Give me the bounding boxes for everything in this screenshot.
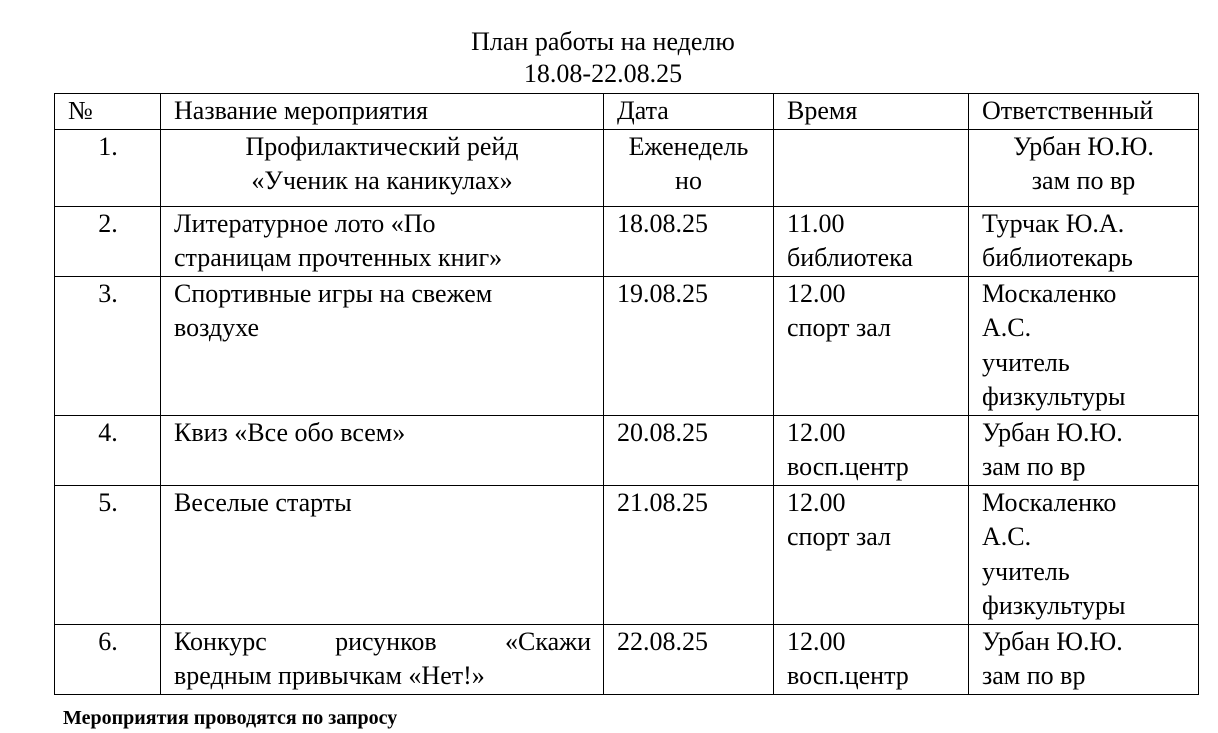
- responsible-line: А.С.: [982, 522, 1032, 551]
- time-cell: [774, 415, 969, 485]
- time-cell: [774, 624, 969, 694]
- responsible-line: физкультуры: [982, 382, 1126, 411]
- responsible-line: Турчак Ю.А.: [982, 208, 1125, 238]
- event-name-cell: [161, 485, 604, 624]
- date-line: 20.08.25: [617, 417, 708, 447]
- responsible-line: физкультуры: [982, 591, 1126, 620]
- responsible-cell: [969, 129, 1199, 206]
- responsible-cell: [969, 624, 1199, 694]
- row-number: 1.: [55, 129, 161, 206]
- date-line: 18.08.25: [617, 208, 708, 238]
- responsible-line: библиотекарь: [982, 243, 1133, 272]
- date-cell: [604, 276, 774, 415]
- date-cell: [604, 624, 774, 694]
- date-cell: [604, 415, 774, 485]
- responsible-line: Урбан Ю.Ю.: [1013, 131, 1154, 161]
- responsible-line: учитель: [982, 347, 1070, 377]
- date-line: 22.08.25: [617, 626, 708, 656]
- time-line: 12.00: [787, 626, 846, 656]
- row-number: 3.: [55, 276, 161, 415]
- header-time: Время: [774, 94, 969, 130]
- event-name-line: вредным привычкам «Нет!»: [174, 661, 485, 690]
- footer-note: Мероприятия проводятся по запросу: [63, 707, 398, 729]
- location-line: восп.центр: [787, 452, 909, 481]
- responsible-line: зам по вр: [982, 452, 1086, 481]
- event-name-line: «Ученик на каникулах»: [251, 166, 513, 195]
- weekly-plan-table: [54, 93, 1199, 695]
- time-cell: [774, 485, 969, 624]
- location-line: спорт зал: [787, 522, 891, 551]
- table-row: [55, 485, 1199, 624]
- responsible-cell: [969, 415, 1199, 485]
- responsible-line: Урбан Ю.Ю.: [982, 417, 1123, 447]
- time-cell: [774, 276, 969, 415]
- event-name-line: страницам прочтенных книг»: [174, 243, 503, 272]
- date-cell: [604, 129, 774, 206]
- table-header-row: [55, 94, 1199, 130]
- row-number: 6.: [55, 624, 161, 694]
- location-line: спорт зал: [787, 313, 891, 342]
- table-row: [55, 129, 1199, 206]
- event-name-line: Литературное лото «По: [174, 208, 436, 238]
- table-row: [55, 415, 1199, 485]
- event-name-cell: [161, 206, 604, 276]
- time-cell: [774, 129, 969, 206]
- time-line: 12.00: [787, 487, 846, 517]
- event-name-line: Спортивные игры на свежем: [174, 278, 493, 308]
- event-name-line: воздухе: [174, 313, 260, 342]
- event-name-cell: [161, 624, 604, 694]
- location-line: библиотека: [787, 243, 913, 272]
- event-name-line: Веселые старты: [174, 487, 352, 517]
- responsible-cell: [969, 206, 1199, 276]
- header-num: №: [55, 94, 161, 130]
- date-cell: [604, 485, 774, 624]
- page-subtitle-dates: 18.08-22.08.25: [523, 59, 683, 88]
- row-number: 2.: [55, 206, 161, 276]
- time-cell: [774, 206, 969, 276]
- location-line: восп.центр: [787, 661, 909, 690]
- row-number: 4.: [55, 415, 161, 485]
- date-cell: [604, 206, 774, 276]
- table-row: [55, 276, 1199, 415]
- header-responsible: Ответственный: [969, 94, 1199, 130]
- table-row: [55, 624, 1199, 694]
- responsible-line: зам по вр: [982, 661, 1086, 690]
- time-line: 11.00: [787, 208, 845, 238]
- event-name-line: Конкурс рисунков «Скажи: [174, 626, 591, 656]
- table-row: [55, 206, 1199, 276]
- event-name-cell: [161, 129, 604, 206]
- responsible-line: Москаленко: [982, 487, 1117, 517]
- responsible-cell: [969, 485, 1199, 624]
- date-line: 19.08.25: [617, 278, 708, 308]
- time-line: 12.00: [787, 417, 846, 447]
- row-number: 5.: [55, 485, 161, 624]
- event-name-cell: [161, 415, 604, 485]
- date-line: Еженедель: [628, 131, 749, 161]
- responsible-line: зам по вр: [1031, 166, 1136, 195]
- event-name-line: Квиз «Все обо всем»: [174, 417, 406, 447]
- event-name-line: Профилактический рейд: [245, 131, 519, 161]
- date-line: 21.08.25: [617, 487, 708, 517]
- date-line: но: [675, 166, 702, 195]
- header-name: Название мероприятия: [161, 94, 604, 130]
- responsible-line: А.С.: [982, 313, 1032, 342]
- responsible-line: учитель: [982, 556, 1070, 586]
- time-line: 12.00: [787, 278, 846, 308]
- responsible-line: Урбан Ю.Ю.: [982, 626, 1123, 656]
- page-title: План работы на неделю: [471, 27, 735, 56]
- header-date: Дата: [604, 94, 774, 130]
- event-name-cell: [161, 276, 604, 415]
- responsible-cell: [969, 276, 1199, 415]
- responsible-line: Москаленко: [982, 278, 1117, 308]
